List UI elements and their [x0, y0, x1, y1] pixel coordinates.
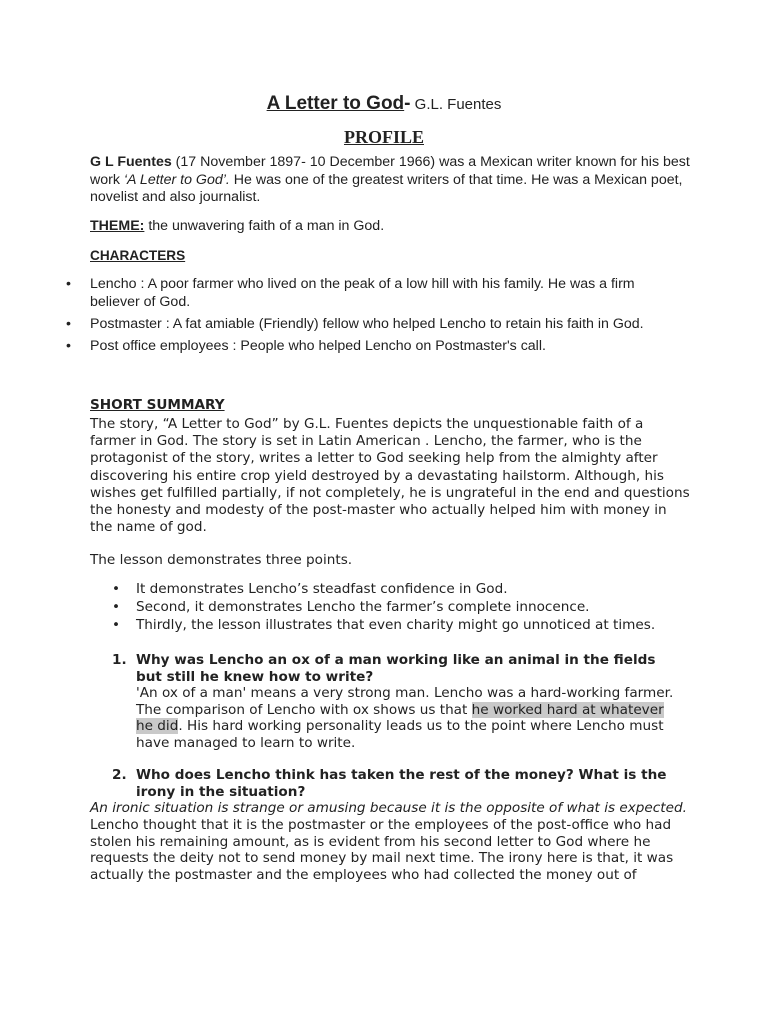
list-item: • Thirdly, the lesson illustrates that even charity might go unnoticed at times.	[112, 617, 656, 633]
document-title	[0, 93, 768, 115]
theme-text: the unwavering faith of a man in God.	[144, 218, 385, 234]
question-2	[112, 767, 677, 800]
theme-line	[90, 218, 690, 236]
author-name: G L Fuentes	[90, 154, 172, 170]
lesson-intro: The lesson demonstrates three points.	[90, 552, 353, 568]
title-dash: -	[404, 93, 411, 114]
question-text: Who does Lencho think has taken the rest of the money? What is the irony in the situation?	[136, 767, 667, 800]
question-text: Why was Lencho an ox of a man working like an animal in the fields but still he knew how to write?	[136, 652, 656, 685]
list-item: • It demonstrates Lencho’s steadfast confidence in God.	[112, 581, 508, 597]
profile-paragraph	[90, 154, 690, 207]
list-item: • Post office employees : People who helped Lencho on Postmaster's call.	[66, 338, 546, 354]
answer-text: 'An ox of a man' means a very strong man. Lencho was a hard-working farmer. The comparison of Lencho with ox shows us that he worked hard at whatever he did. His hard working personality leads us to the point where Lencho must have managed to learn to write.	[136, 685, 674, 751]
title-author: G.L. Fuentes	[410, 96, 502, 113]
profile-work: ‘A Letter to God’.	[123, 171, 230, 188]
profile-text-2: He was one of the greatest writers of that time. He was a Mexican poet, novelist and also journalist.	[90, 171, 683, 205]
profile-text-1: (17 November 1897- 10 December 1966) was a Mexican writer known for his best work	[90, 154, 690, 188]
bullet-icon: •	[112, 581, 121, 597]
list-item: • Lencho : A poor farmer who lived on the peak of a low hill with his family. He was a firm believer of God.	[66, 276, 635, 310]
characters-heading: CHARACTERS	[90, 248, 186, 263]
theme-label: THEME:	[90, 218, 145, 234]
list-item: • Second, it demonstrates Lencho the farmer’s complete innocence.	[112, 599, 590, 615]
bullet-icon: •	[66, 276, 71, 292]
lesson-points-list	[112, 580, 692, 634]
question-number: 2.	[112, 767, 127, 783]
bullet-icon: •	[112, 599, 121, 615]
list-item: • Postmaster : A fat amiable (Friendly) fellow who helped Lencho to retain his faith in God.	[66, 316, 644, 332]
irony-definition: An ironic situation is strange or amusing because it is the opposite of what is expected.	[90, 800, 687, 816]
bullet-icon: •	[66, 316, 71, 332]
question-1	[112, 652, 677, 751]
title-main: A Letter to God	[266, 93, 405, 114]
question-number: 1.	[112, 652, 127, 668]
summary-paragraph: The story, “A Letter to God” by G.L. Fuentes depicts the unquestionable faith of a farmer in God. The story is set in Latin American . Lencho, the farmer, who is the protagonist of the story, writes a letter to God seeking help from the almighty after discovering his entire crop yield destroyed by a devastating hailstorm. Although, his wishes get fulfilled partially, if not completely, he is ungrateful in the end and questions the honesty and modesty of the post-master who actually helped him with money in the name of god.	[90, 416, 690, 536]
summary-heading: SHORT SUMMARY	[90, 397, 225, 413]
characters-list	[64, 275, 684, 359]
answer-text: Lencho thought that it is the postmaster or the employees of the post-office who had stolen his remaining amount, as is evident from his second letter to God where he requests the deity not to send money by mail next time. The irony here is that, it was actually the postmaster and the employees who had collected the money out of	[90, 816, 674, 884]
bullet-icon: •	[66, 338, 71, 354]
highlighted-text: he worked hard at whatever he did	[136, 701, 664, 734]
bullet-icon: •	[112, 617, 121, 633]
profile-heading: PROFILE	[343, 127, 424, 147]
answer-2	[90, 800, 690, 884]
